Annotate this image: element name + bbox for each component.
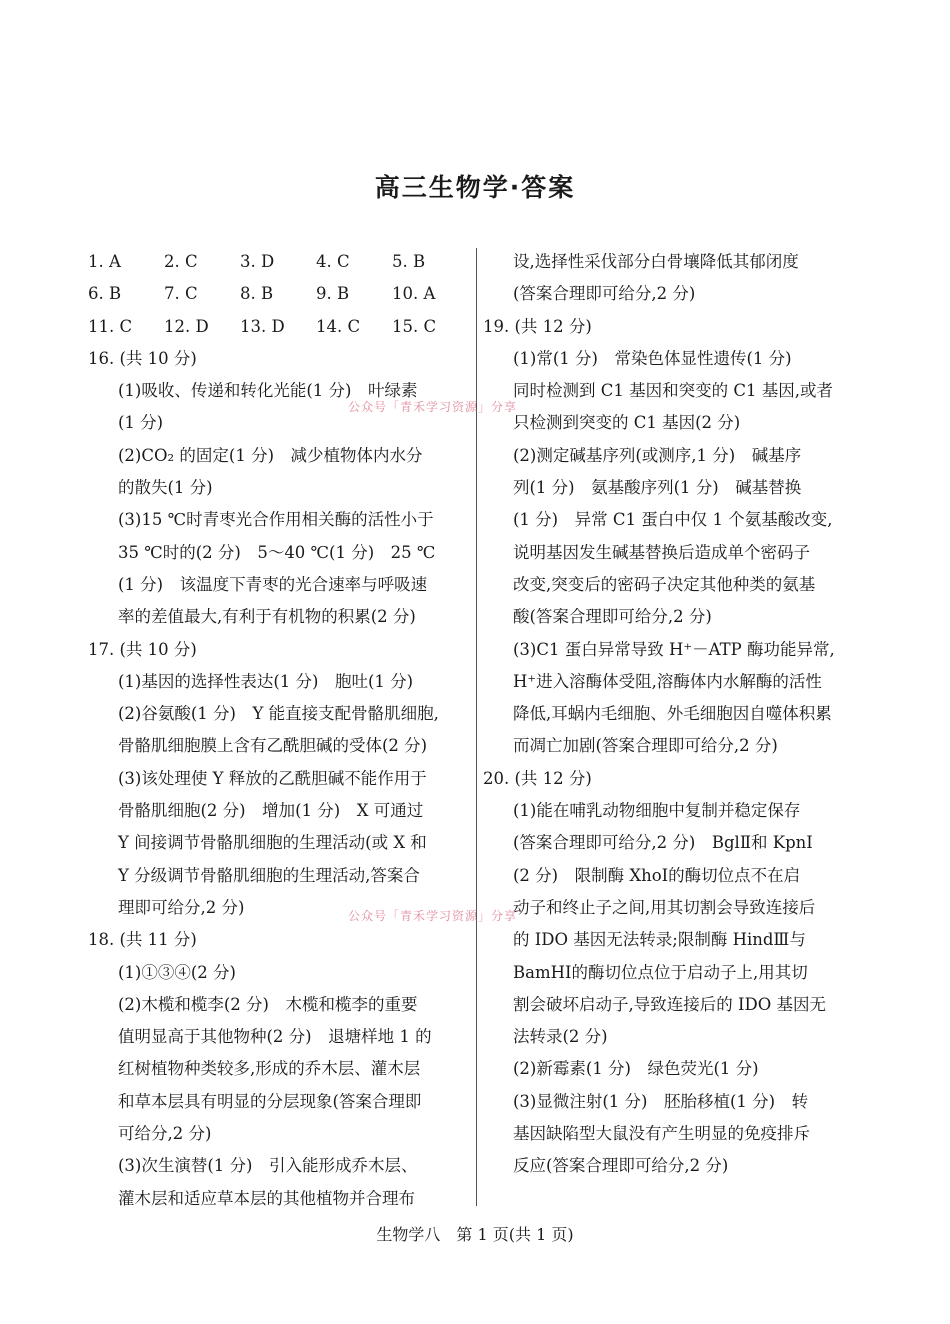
answer-line: 骨骼肌细胞(2 分) 增加(1 分) X 可通过 (118, 801, 424, 821)
answer-line: 法转录(2 分) (513, 1027, 608, 1047)
choice-answer: 6. B (88, 284, 122, 304)
answer-line: 只检测到突变的 C1 基因(2 分) (513, 413, 741, 433)
answer-line: (3)15 ℃时青枣光合作用相关酶的活性小于 (118, 510, 434, 530)
page-footer: 生物学八 第 1 页(共 1 页) (376, 1225, 574, 1244)
answer-line: (1)能在哺乳动物细胞中复制并稳定保存 (513, 801, 801, 821)
answer-line: Y 间接调节骨骼肌细胞的生理活动(或 X 和 (118, 833, 427, 853)
answer-line: 降低,耳蜗内毛细胞、外毛细胞因自噬体积累 (513, 704, 832, 724)
choice-answer: 8. B (240, 284, 274, 304)
choice-answer-row (88, 246, 468, 278)
choice-answer: 5. B (392, 252, 426, 271)
answer-line: 红树植物种类较多,形成的乔木层、灌木层 (118, 1059, 421, 1079)
watermark: 公众号「青禾学习资源」分享 (348, 400, 518, 414)
answer-line: 率的差值最大,有利于有机物的积累(2 分) (118, 607, 416, 627)
choice-answer: 7. C (164, 284, 198, 304)
answer-line: 动子和终止子之间,用其切割会导致连接后 (513, 897, 816, 917)
answer-line: (1 分) 该温度下青枣的光合速率与呼吸速 (118, 574, 428, 594)
answer-line: 的散失(1 分) (118, 478, 213, 498)
answer-line: (2)木榄和榄李(2 分) 木榄和榄李的重要 (118, 994, 418, 1014)
answer-line: 可给分,2 分) (118, 1124, 212, 1144)
choice-answer: 9. B (316, 284, 350, 304)
page-title: 高三生物学·答案 (374, 173, 576, 202)
answer-line: 值明显高于其他物种(2 分) 退塘样地 1 的 (118, 1027, 432, 1047)
choice-answer: 4. C (316, 252, 350, 271)
answer-line: (答案合理即可给分,2 分) BglⅡ和 KpnⅠ (513, 833, 813, 853)
choice-answer: 11. C (88, 316, 133, 336)
answer-line: 的 IDO 基因无法转录;限制酶 HindⅢ与 (513, 930, 806, 950)
answer-line: 反应(答案合理即可给分,2 分) (513, 1156, 729, 1176)
choice-answer: 10. A (392, 284, 436, 304)
choice-answer-row (88, 278, 468, 310)
answer-line: 列(1 分) 氨基酸序列(1 分) 碱基替换 (513, 478, 802, 498)
answer-line: Y 分级调节骨骼肌细胞的生理活动,答案合 (118, 865, 420, 885)
answer-line: 35 ℃时的(2 分) 5～40 ℃(1 分) 25 ℃ (118, 542, 436, 562)
answer-line: (1)常(1 分) 常染色体显性遗传(1 分) (513, 348, 792, 368)
answer-line: 灌木层和适应草本层的其他植物并合理布 (118, 1188, 415, 1208)
answer-line: (1 分) 异常 C1 蛋白中仅 1 个氨基酸改变, (513, 510, 833, 530)
answer-line: 理即可给分,2 分) (118, 897, 245, 917)
answer-line: (3)该处理使 Y 释放的乙酰胆碱不能作用于 (118, 768, 427, 788)
right-answer-lines (483, 246, 863, 1183)
answer-line: (2)谷氨酸(1 分) Y 能直接支配骨骼肌细胞, (118, 704, 439, 724)
watermark: 公众号「青禾学习资源」分享 (348, 909, 518, 923)
right-column (483, 246, 863, 1183)
answer-line: 和草本层具有明显的分层现象(答案合理即 (118, 1091, 422, 1111)
question-heading: 17. (共 10 分) (88, 639, 197, 659)
choice-answer: 1. A (88, 252, 121, 271)
answer-line: 设,选择性采伐部分白骨壤降低其郁闭度 (513, 252, 799, 271)
choice-answer: 13. D (240, 316, 285, 336)
left-column (88, 246, 468, 1215)
answer-line: (3)显微注射(1 分) 胚胎移植(1 分) 转 (513, 1091, 809, 1111)
answer-line: (1 分) (118, 413, 164, 433)
question-heading: 19. (共 12 分) (483, 316, 592, 336)
answer-line: (1)吸收、传递和转化光能(1 分) 叶绿素 (118, 381, 418, 401)
choice-answer: 2. C (164, 252, 198, 271)
answer-line: (3)次生演替(1 分) 引入能形成乔木层、 (118, 1156, 418, 1176)
choice-answer-row (88, 311, 468, 343)
question-heading: 16. (共 10 分) (88, 348, 197, 368)
multiple-choice-answers (88, 246, 468, 343)
answer-line: 说明基因发生碱基替换后造成单个密码子 (513, 542, 810, 562)
choice-answer: 12. D (164, 316, 209, 336)
answer-line: (1)①③④(2 分) (118, 962, 236, 982)
question-heading: 20. (共 12 分) (483, 768, 592, 788)
answer-line: H⁺进入溶酶体受阻,溶酶体内水解酶的活性 (513, 671, 822, 691)
left-answer-lines (88, 343, 468, 1215)
answer-line: (答案合理即可给分,2 分) (513, 284, 696, 304)
answer-line: (2 分) 限制酶 XhoⅠ的酶切位点不在启 (513, 865, 801, 885)
answer-line: (2)测定碱基序列(或测序,1 分) 碱基序 (513, 445, 802, 465)
answer-line: 骨骼肌细胞膜上含有乙酰胆碱的受体(2 分) (118, 736, 428, 756)
answer-line: 基因缺陷型大鼠没有产生明显的免疫排斥 (513, 1124, 810, 1144)
answer-line: (3)C1 蛋白异常导致 H⁺－ATP 酶功能异常, (513, 639, 835, 659)
answer-line: 而凋亡加剧(答案合理即可给分,2 分) (513, 736, 778, 756)
answer-line: BamHⅠ的酶切位点位于启动子上,用其切 (513, 962, 808, 982)
choice-answer: 3. D (240, 252, 275, 271)
choice-answer: 14. C (316, 316, 361, 336)
answer-line: 改变,突变后的密码子决定其他种类的氨基 (513, 574, 816, 594)
answer-line: 酸(答案合理即可给分,2 分) (513, 607, 712, 627)
column-divider (476, 248, 477, 1206)
answer-line: 割会破坏启动子,导致连接后的 IDO 基因无 (513, 994, 827, 1014)
answer-line: (2)新霉素(1 分) 绿色荧光(1 分) (513, 1059, 759, 1079)
question-heading: 18. (共 11 分) (88, 930, 197, 950)
answer-line: (1)基因的选择性表达(1 分) 胞吐(1 分) (118, 671, 414, 691)
answer-line: (2)CO₂ 的固定(1 分) 减少植物体内水分 (118, 445, 423, 465)
choice-answer: 15. C (392, 316, 437, 336)
answer-line: 同时检测到 C1 基因和突变的 C1 基因,或者 (513, 381, 833, 401)
